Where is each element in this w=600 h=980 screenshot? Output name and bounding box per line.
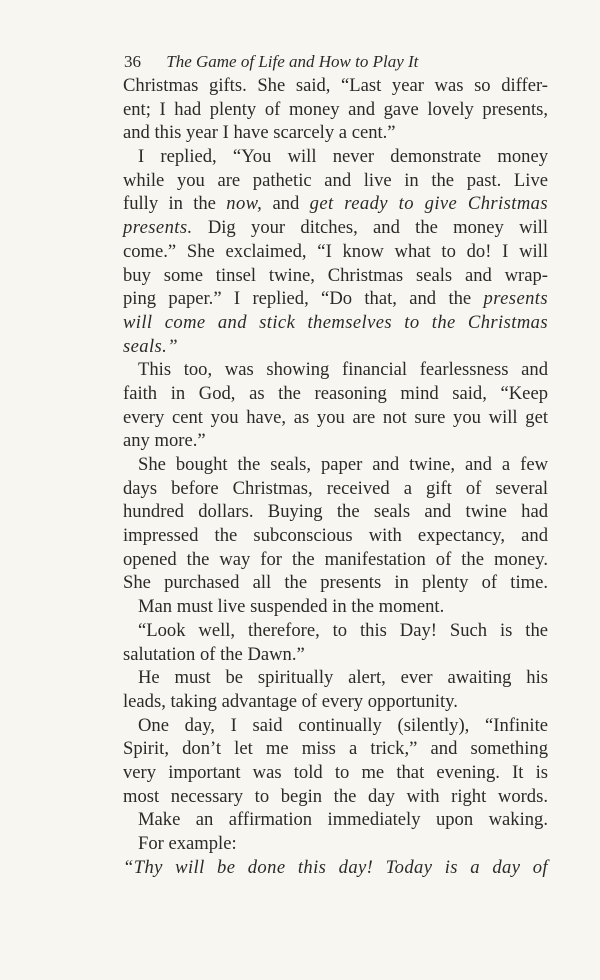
text-line [123, 737, 548, 761]
text-line [123, 524, 548, 548]
text-line [123, 832, 548, 856]
text-segment: leads, taking advantage of every opportunity. [123, 690, 458, 712]
text-line [123, 619, 548, 643]
text-line [123, 666, 548, 690]
italic-text: presents. [123, 217, 193, 239]
text-segment: any more.” [123, 430, 206, 452]
text-segment: This too, was showing financial fearlessness and [138, 359, 548, 381]
italic-text: seals.” [123, 335, 178, 357]
text-segment: hundred dollars. Buying the seals and twine had [123, 501, 548, 523]
text-line [123, 287, 548, 311]
text-line [123, 643, 548, 667]
text-line [123, 406, 548, 430]
text-segment: Christmas gifts. She said, “Last year was so differ- [123, 75, 548, 96]
text-line [123, 453, 548, 477]
text-line [123, 192, 548, 216]
italic-text: get ready to give Christmas [309, 193, 548, 215]
text-segment: days before Christmas, received a gift of several [123, 477, 548, 499]
running-title: The Game of Life and How to Play It [166, 52, 419, 71]
text-segment: She purchased all the presents in plenty of time. [123, 572, 548, 594]
text-segment: For example: [138, 833, 237, 854]
text-segment: Dig your ditches, and the money will [192, 217, 548, 239]
text-line [123, 548, 548, 572]
text-segment: He must be spiritually alert, ever awaiting his [138, 667, 548, 689]
text-line [123, 382, 548, 406]
text-line [123, 264, 548, 288]
text-line [123, 714, 548, 738]
text-line [123, 311, 548, 335]
text-segment: fully in the [123, 193, 227, 215]
italic-text: presents [483, 288, 548, 310]
text-line [123, 477, 548, 501]
text-segment: Man must live suspended in the moment. [138, 596, 445, 618]
italic-text: now, [226, 193, 263, 215]
text-line [123, 571, 548, 595]
text-line [123, 74, 548, 98]
text-line [123, 808, 548, 832]
text-line [123, 785, 548, 809]
text-line [123, 856, 548, 880]
text-line [123, 121, 548, 145]
text-segment: very important was told to me that evening. It is [123, 761, 548, 783]
italic-text: “Thy will be done this day! Today is a day of [123, 856, 548, 878]
text-line [123, 98, 548, 122]
text-segment: buy some tinsel twine, Christmas seals and wrap- [123, 264, 548, 286]
text-line [123, 595, 548, 619]
text-line [123, 216, 548, 240]
text-segment: One day, I said continually (silently), “Infinite [138, 714, 548, 736]
text-segment: and this year I have scarcely a cent.” [123, 122, 396, 144]
text-segment: She bought the seals, paper and twine, and a few [138, 454, 548, 475]
text-line [123, 429, 548, 453]
text-line [123, 358, 548, 382]
running-header [124, 52, 418, 72]
text-segment: faith in God, as the reasoning mind said, “Keep [123, 382, 548, 404]
text-line [123, 169, 548, 193]
text-segment: Spirit, don’t let me miss a trick,” and something [123, 738, 548, 760]
page-number: 36 [124, 52, 141, 71]
text-segment: ping paper.” I replied, “Do that, and the [123, 288, 484, 310]
italic-text: will come and stick themselves to the Christmas [123, 311, 548, 333]
text-line [123, 690, 548, 714]
page-body-text [123, 74, 548, 879]
text-segment: while you are pathetic and live in the past. Live [123, 169, 548, 191]
text-segment: Make an affirmation immediately upon waking. [138, 809, 548, 831]
text-segment: impressed the subconscious with expectancy, and [123, 525, 548, 547]
text-line [123, 761, 548, 785]
text-segment: most necessary to begin the day with right words. [123, 785, 548, 807]
text-line [123, 240, 548, 264]
text-line [123, 335, 548, 359]
text-segment: “Look well, therefore, to this Day! Such is the [138, 619, 548, 641]
text-segment: come.” She exclaimed, “I know what to do! I will [123, 240, 548, 262]
text-line [123, 500, 548, 524]
text-segment: every cent you have, as you are not sure you will get [123, 406, 548, 428]
text-line [123, 145, 548, 169]
text-segment: opened the way for the manifestation of the money. [123, 548, 548, 570]
text-segment: salutation of the Dawn.” [123, 643, 305, 665]
text-segment: I replied, “You will never demonstrate money [138, 146, 548, 168]
text-segment: ent; I had plenty of money and gave lovely presents, [123, 98, 548, 120]
text-segment: and [262, 193, 310, 215]
